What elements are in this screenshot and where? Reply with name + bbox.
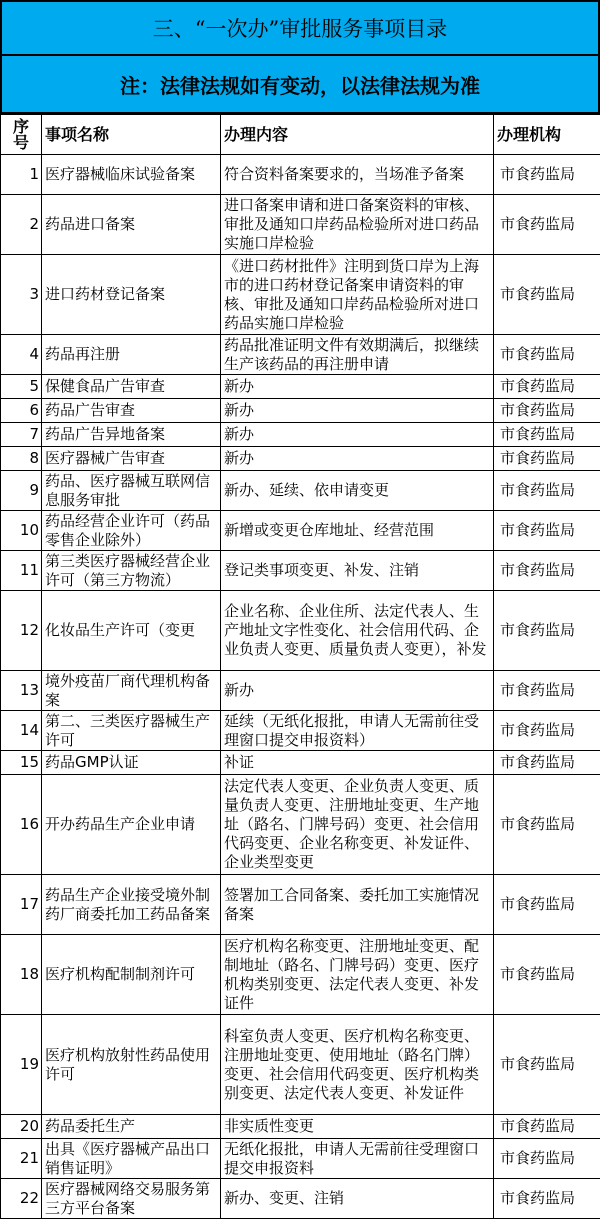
row-content: 新办 [221,399,494,423]
service-items-table [0,114,600,1219]
row-seq: 8 [1,447,42,471]
table-row [1,1015,600,1115]
row-content: 登记类事项变更、补发、注销 [221,551,494,591]
row-agency: 市食药监局 [494,447,600,471]
row-name: 进口药材登记备案 [42,255,221,335]
table-header-row [1,115,600,155]
table-row [1,551,600,591]
row-agency: 市食药监局 [494,335,600,375]
row-seq: 20 [1,1115,42,1139]
row-seq: 2 [1,195,42,255]
row-agency: 市食药监局 [494,1115,600,1139]
table-row [1,775,600,875]
table-title-banner [0,0,600,56]
row-seq: 3 [1,255,42,335]
row-name: 医疗器械网络交易服务第三方平台备案 [42,1179,221,1219]
row-content: 新办 [221,423,494,447]
table-row [1,875,600,935]
row-agency: 市食药监局 [494,875,600,935]
row-content: 企业名称、企业住所、法定代表人、生产地址文字性变化、社会信用代码、企业负责人变更、质量负责人变更），补发 [221,591,494,671]
table-row [1,155,600,195]
table-row [1,375,600,399]
row-content: 新增或变更仓库地址、经营范围 [221,511,494,551]
row-agency: 市食药监局 [494,551,600,591]
row-name: 化妆品生产许可（变更 [42,591,221,671]
row-agency: 市食药监局 [494,711,600,751]
row-seq: 14 [1,711,42,751]
row-seq: 21 [1,1139,42,1179]
row-content: 无纸化报批，申请人无需前往受理窗口提交申报资料 [221,1139,494,1179]
row-seq: 13 [1,671,42,711]
row-name: 药品广告审查 [42,399,221,423]
row-name: 第三类医疗器械经营企业许可（第三方物流） [42,551,221,591]
row-agency: 市食药监局 [494,1015,600,1115]
table-row [1,399,600,423]
table-row [1,423,600,447]
note-banner [0,56,600,114]
row-content: 进口备案申请和进口备案资料的审核、审批及通知口岸药品检验所对进口药品实施口岸检验 [221,195,494,255]
row-content: 新办 [221,671,494,711]
row-seq: 4 [1,335,42,375]
row-seq: 17 [1,875,42,935]
table-row [1,1139,600,1179]
row-content: 《进口药材批件》注明到货口岸为上海市的进口药材登记备案申请资料的审核、审批及通知口岸药品检验所对进口药品实施口岸检验 [221,255,494,335]
row-seq: 9 [1,471,42,511]
table-row [1,1115,600,1139]
row-seq: 12 [1,591,42,671]
row-seq: 6 [1,399,42,423]
row-content: 非实质性变更 [221,1115,494,1139]
header-seq-line1: 序 [12,116,29,136]
row-name: 保健食品广告审查 [42,375,221,399]
row-content: 科室负责人变更、医疗机构名称变更、注册地址变更、使用地址（路名门牌）变更、社会信用代码变更、医疗机构类别变更、法定代表人变更、补发证件 [221,1015,494,1115]
row-content: 新办、延续、依申请变更 [221,471,494,511]
row-content: 签署加工合同备案、委托加工实施情况备案 [221,875,494,935]
table-title: 三、“一次办”审批服务事项目录 [152,17,448,41]
table-row [1,447,600,471]
row-name: 药品GMP认证 [42,751,221,775]
row-name: 境外疫苗厂商代理机构备案 [42,671,221,711]
row-agency: 市食药监局 [494,1179,600,1219]
row-seq: 11 [1,551,42,591]
row-agency: 市食药监局 [494,511,600,551]
row-seq: 5 [1,375,42,399]
row-agency: 市食药监局 [494,399,600,423]
row-name: 药品、医疗器械互联网信息服务审批 [42,471,221,511]
header-content: 办理内容 [221,115,494,155]
row-content: 新办 [221,375,494,399]
table-row [1,671,600,711]
row-name: 出具《医疗器械产品出口销售证明》 [42,1139,221,1179]
row-name: 药品进口备案 [42,195,221,255]
row-agency: 市食药监局 [494,591,600,671]
row-name: 第二、三类医疗器械生产许可 [42,711,221,751]
table-row [1,1179,600,1219]
header-name: 事项名称 [42,115,221,155]
row-agency: 市食药监局 [494,471,600,511]
row-agency: 市食药监局 [494,751,600,775]
row-name: 药品广告异地备案 [42,423,221,447]
row-seq: 22 [1,1179,42,1219]
row-seq: 10 [1,511,42,551]
header-agency: 办理机构 [494,115,600,155]
row-agency: 市食药监局 [494,423,600,447]
row-content: 新办、变更、注销 [221,1179,494,1219]
row-seq: 1 [1,155,42,195]
row-seq: 7 [1,423,42,447]
row-content: 补证 [221,751,494,775]
row-content: 法定代表人变更、企业负责人变更、质量负责人变更、注册地址变更、生产地址（路名、门牌号码）变更、社会信用代码变更、企业名称变更、补发证件、企业类型变更 [221,775,494,875]
row-agency: 市食药监局 [494,195,600,255]
table-row [1,935,600,1015]
row-content: 医疗机构名称变更、注册地址变更、配制地址（路名、门牌号码）变更、医疗机构类别变更、法定代表人变更、补发证件 [221,935,494,1015]
table-body [1,155,600,1219]
row-content: 新办 [221,447,494,471]
row-name: 药品经营企业许可（药品零售企业除外） [42,511,221,551]
row-agency: 市食药监局 [494,935,600,1015]
note-text: 注：法律法规如有变动，以法律法规为准 [120,73,480,98]
row-seq: 19 [1,1015,42,1115]
row-agency: 市食药监局 [494,155,600,195]
row-content: 符合资料备案要求的，当场准予备案 [221,155,494,195]
table-row [1,335,600,375]
table-row [1,471,600,511]
row-agency: 市食药监局 [494,671,600,711]
row-name: 药品再注册 [42,335,221,375]
row-content: 延续（无纸化报批，申请人无需前往受理窗口提交申报资料） [221,711,494,751]
row-name: 开办药品生产企业申请 [42,775,221,875]
row-name: 药品委托生产 [42,1115,221,1139]
table-row [1,711,600,751]
row-content: 药品批准证明文件有效期满后，拟继续生产该药品的再注册申请 [221,335,494,375]
header-seq-line2: 号 [12,132,29,152]
row-seq: 18 [1,935,42,1015]
row-agency: 市食药监局 [494,255,600,335]
row-name: 医疗器械广告审查 [42,447,221,471]
row-agency: 市食药监局 [494,375,600,399]
row-name: 医疗机构放射性药品使用许可 [42,1015,221,1115]
header-seq [1,115,42,155]
row-agency: 市食药监局 [494,1139,600,1179]
row-seq: 15 [1,751,42,775]
table-row [1,591,600,671]
table-row [1,751,600,775]
table-row [1,195,600,255]
row-seq: 16 [1,775,42,875]
row-agency: 市食药监局 [494,775,600,875]
table-row [1,255,600,335]
table-row [1,511,600,551]
row-name: 医疗器械临床试验备案 [42,155,221,195]
row-name: 医疗机构配制制剂许可 [42,935,221,1015]
row-name: 药品生产企业接受境外制药厂商委托加工药品备案 [42,875,221,935]
